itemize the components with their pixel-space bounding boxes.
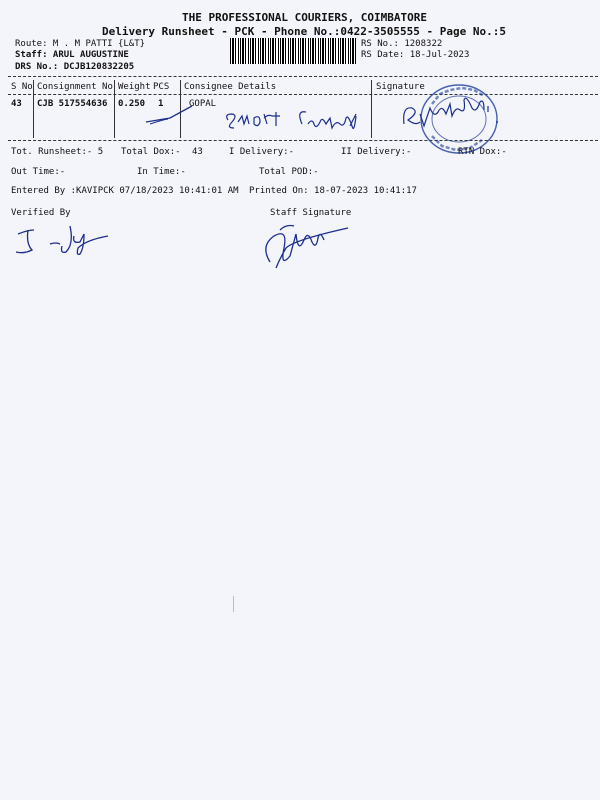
company-title: THE PROFESSIONAL COURIERS, COIMBATORE [182,11,428,24]
handwritten-consignee-note [222,106,382,140]
company-stamp [418,82,500,156]
header-weight: Weight [118,82,151,92]
table-bottom-rule [8,140,598,141]
header-signature: Signature [376,82,425,92]
staff-signature [256,222,352,274]
route-label: Route: M . M PATTI {L&T} [15,39,146,49]
ii-delivery: II Delivery:- [341,147,412,157]
tot-runsheet: Tot. Runsheet:- 5 [11,147,104,157]
header-consignee: Consignee Details [184,82,277,92]
i-delivery: I Delivery:- [229,147,295,157]
runsheet-title: Delivery Runsheet - PCK - Phone No.:0422-3505555 - Page No.:5 [102,25,506,38]
barcode [230,38,356,64]
in-time: In Time:- [137,167,186,177]
printed-on: Printed On: 18-07-2023 10:41:17 [249,186,417,196]
col-divider [33,80,34,138]
rs-date: RS Date: 18-Jul-2023 [361,50,470,60]
handwritten-tick [140,100,200,130]
row-weight: 0.250 [118,99,146,109]
header-sno: S No [11,82,33,92]
total-dox-value: 43 [192,147,203,157]
table-top-rule [8,76,598,77]
total-pod: Total POD:- [259,167,319,177]
row-sno: 43 [11,99,22,109]
rs-number: RS No.: 1208322 [361,39,443,49]
col-divider [114,80,115,138]
header-consignment: Consignment No [37,82,113,92]
staff-signature-label: Staff Signature [270,208,352,218]
staff-label: Staff: ARUL AUGUSTINE [15,50,129,60]
row-consignment: CJB 517554636 [37,99,108,109]
table-header-rule [8,94,598,95]
entered-by: Entered By :KAVIPCK 07/18/2023 10:41:01 AM [11,186,239,196]
row-pcs: 1 [158,99,164,109]
verified-by-signature [10,218,120,260]
drs-number: DRS No.: DCJB120832205 [15,62,135,72]
header-pcs: PCS [153,82,170,92]
scan-mark [233,596,234,612]
row-consignee: GOPAL [189,99,217,109]
rtn-dox: RTN Dox:- [458,147,507,157]
verified-by-label: Verified By [11,208,71,218]
total-dox-label: Total Dox:- [121,147,181,157]
out-time: Out Time:- [11,167,66,177]
